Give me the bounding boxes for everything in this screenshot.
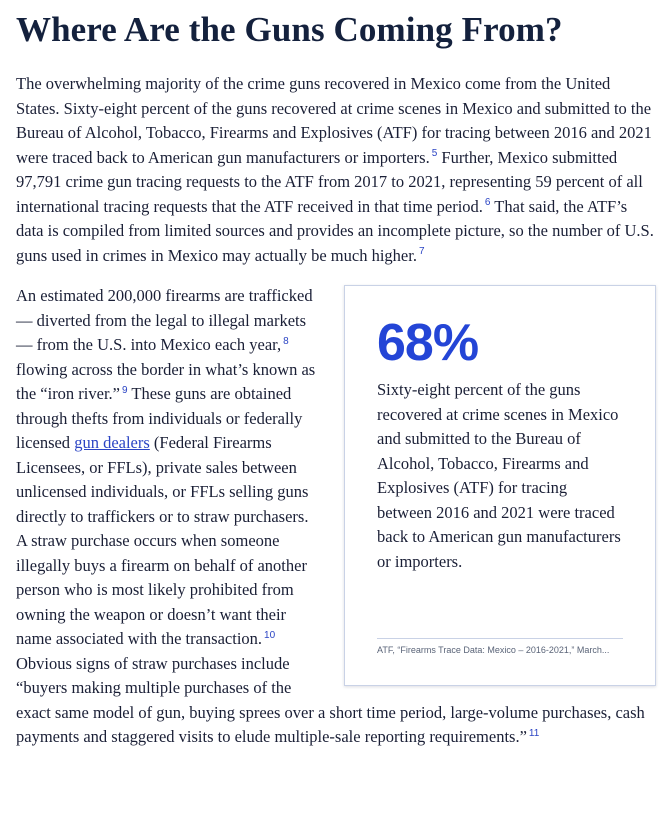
footnote-6[interactable]: 6	[484, 197, 491, 208]
gun-dealers-link[interactable]: gun dealers	[74, 433, 150, 452]
footnote-11[interactable]: 11	[528, 727, 540, 739]
intro-text-b: Further, Mexico submitted 97,791 crime gun tracing requests to the ATF from 2017 to 2021, representing 59 percent of all international tracing requests that the ATF received in that time period.	[16, 147, 643, 216]
footnote-10[interactable]: 10	[264, 629, 276, 641]
page-title: Where Are the Guns Coming From?	[16, 10, 563, 49]
footnote-8[interactable]: 8	[283, 335, 289, 347]
intro-text-a: The overwhelming majority of the crime guns recovered in Mexico come from the United States. Sixty-eight percent of the guns recovered at crime scenes in Mexico and submitted to the Bureau of Alcohol, Tobacco, Firearms and Explosives (ATF) for tracing between 2016 and 2021 were traced back to American gun manufacturers or importers.	[16, 74, 652, 167]
body-text-c: These guns are obtained through thefts from individuals or federally licensed	[16, 384, 303, 452]
body-text-b: flowing across the border in what’s known as the “iron river.”	[16, 359, 316, 403]
callout-text: Sixty-eight percent of the guns recovered at crime scenes in Mexico and submitted to the Bureau of Alcohol, Tobacco, Firearms and Explosives (ATF) for tracing between 2016 and 2021 were traced back to American gun manufacturers or importers.	[377, 380, 621, 571]
footnote-7[interactable]: 7	[418, 246, 425, 257]
body-section	[16, 284, 656, 750]
footnote-9[interactable]: 9	[122, 384, 128, 396]
body-text-e: Obvious signs of straw purchases include “buyers making multiple purchases of the exact same model of gun, buying sprees over a short time period, large-volume purchases, cash payments and staggered visits to elude multiple-sale reporting requirements.”	[16, 653, 645, 746]
footnote-5[interactable]: 5	[431, 148, 438, 159]
body-text-a: An estimated 200,000 firearms are trafficked — diverted from the legal to illegal markets — from the U.S. into Mexico each year,	[16, 286, 313, 354]
stat-callout	[344, 285, 656, 686]
callout-stat: 68%	[377, 314, 479, 372]
intro-paragraph	[16, 72, 656, 268]
callout-source[interactable]: ATF, “Firearms Trace Data: Mexico – 2016-2021,” March...	[377, 638, 623, 655]
body-text-d: (Federal Firearms Licensees, or FFLs), private sales between unlicensed individuals, or FFLs selling guns directly to traffickers or to straw purchasers. A straw purchase occurs when someone illegally buys a firearm on behalf of another person who is most likely prohibited from owning the weapon or doesn’t want their name associated with the transaction.	[16, 433, 309, 648]
intro-text-c: That said, the ATF’s data is compiled from limited sources and provides an incomplete picture, so the number of U.S. guns used in crimes in Mexico may actually be much higher.	[16, 196, 654, 265]
